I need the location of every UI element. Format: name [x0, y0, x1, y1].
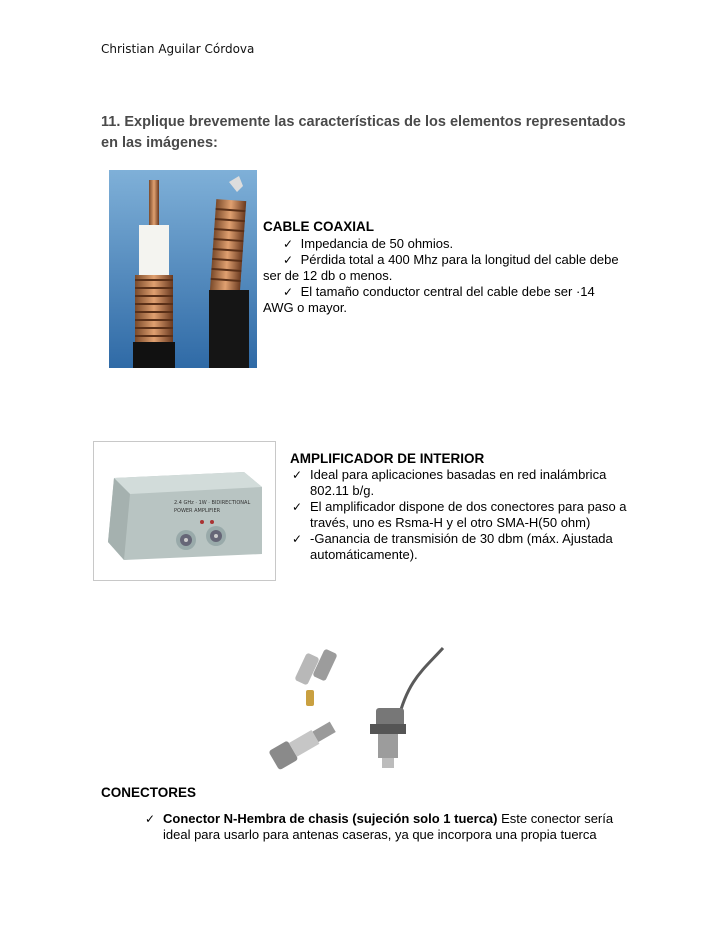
question-heading: 11. Explique brevemente las características de los elementos representados en las imágenes: [101, 114, 626, 151]
amplifier-item-1: Ideal para aplicaciones basadas en red inalámbrica 802.11 b/g. [310, 467, 607, 498]
svg-text:2.4 GHz · 1W · BIDIRECTIONAL: 2.4 GHz · 1W · BIDIRECTIONAL [174, 500, 251, 506]
coaxial-item-2: Pérdida total a 400 Mhz para la longitud del cable debe [300, 252, 619, 267]
checkmark-icon: ✓ [292, 532, 303, 546]
page-header: Christian Aguilar Córdova [101, 42, 255, 56]
checkmark-icon: ✓ [283, 253, 294, 267]
coaxial-cable-image [109, 170, 257, 368]
connector-item-bold: Conector N-Hembra de chasis (sujeción solo 1 tuerca) [163, 811, 498, 826]
coaxial-title: CABLE COAXIAL [263, 219, 374, 234]
connectors-list [143, 811, 663, 843]
amplifier-title: AMPLIFICADOR DE INTERIOR [290, 451, 485, 466]
checkmark-icon: ✓ [283, 285, 294, 299]
amplifier-item-3: -Ganancia de transmisión de 30 dbm (máx. Ajustada automáticamente). [310, 531, 613, 562]
coaxial-item-1: Impedancia de 50 ohmios. [300, 236, 454, 251]
checkmark-icon: ✓ [283, 237, 294, 251]
checkmark-icon: ✓ [292, 468, 303, 482]
amplifier-item-2: El amplificador dispone de dos conectores para paso a través, uno es Rsma-H y el otro SMA-H(50 ohm) [310, 499, 627, 530]
connectors-title: CONECTORES [101, 785, 197, 800]
connector-item-rest: Este conector sería [497, 811, 614, 826]
svg-text:POWER AMPLIFIER: POWER AMPLIFIER [174, 508, 221, 514]
coaxial-body [263, 236, 663, 316]
checkmark-icon: ✓ [145, 812, 156, 826]
coaxial-item-3: El tamaño conductor central del cable debe ser ·14 [300, 284, 595, 299]
connector-item-line2: ideal para usarlo para antenas caseras, ya que incorpora una propia tuerca [163, 827, 597, 842]
coaxial-item-3-cont: AWG o mayor. [263, 300, 348, 315]
checkmark-icon: ✓ [292, 500, 303, 514]
amplifier-image [93, 441, 276, 581]
connectors-image [258, 640, 448, 770]
amplifier-list [290, 467, 630, 563]
coaxial-item-2-cont: ser de 12 db o menos. [263, 268, 393, 283]
